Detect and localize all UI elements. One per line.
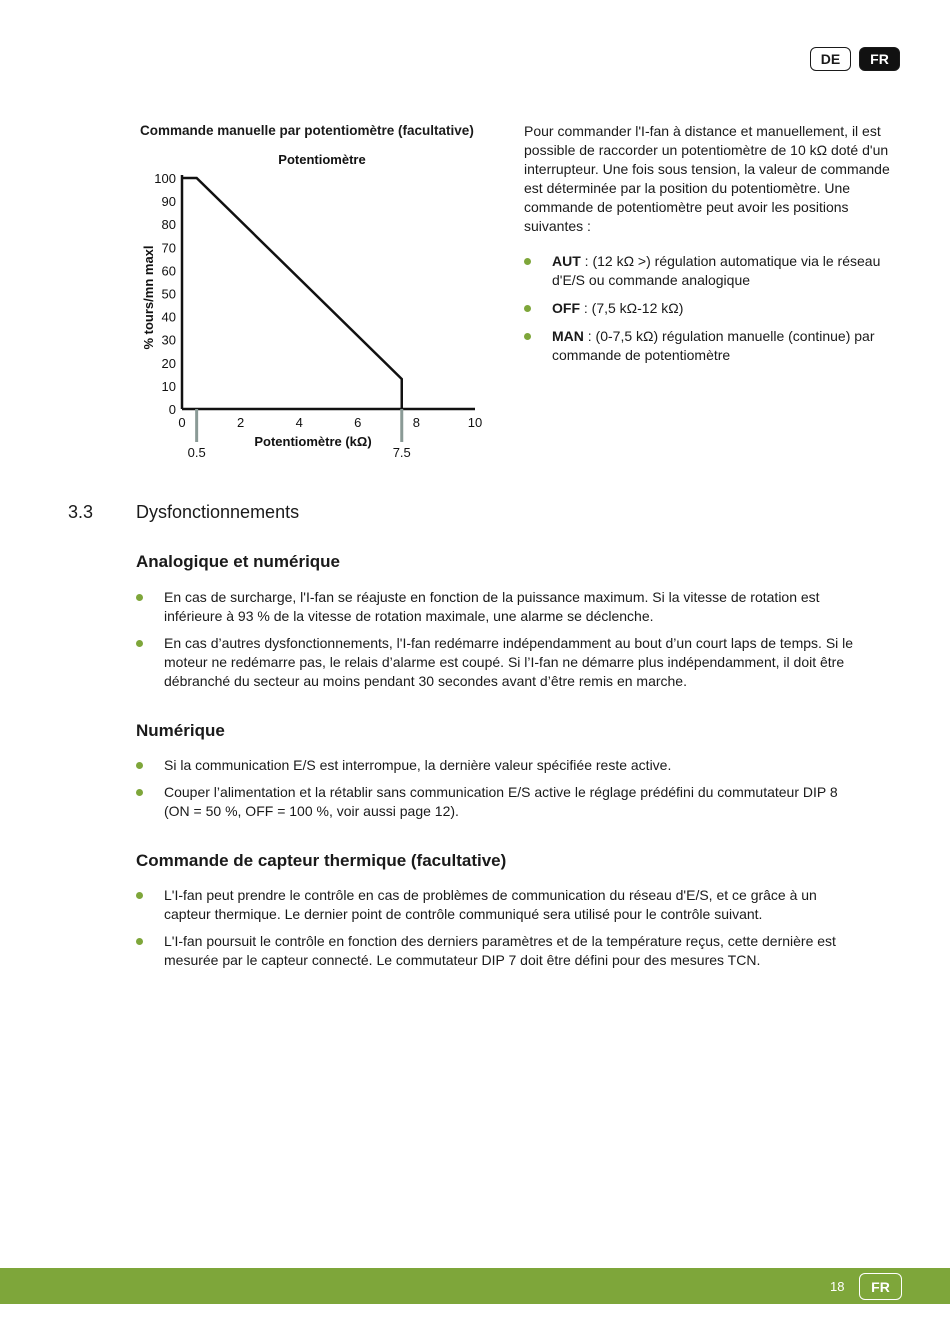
lang-fr-button[interactable]: FR (859, 47, 900, 71)
data-line (182, 178, 402, 409)
y-tick-label: 50 (161, 286, 176, 302)
x-tick-label: 10 (467, 415, 483, 430)
list-item-text: Couper l’alimentation et la rétablir sans communication E/S active le réglage prédéfini du commutateur DIP 8 (ON = 50 %, OFF = 100 %, voir aussi page 12). (164, 784, 838, 819)
intro-paragraph: Pour commander l'I-fan à distance et manuellement, il est possible de raccorder un potentiomètre de 10 kΩ doté d'un interrupteur. Une fois sous tension, la valeur de commande est déterminée par la position du potentiomètre. Une commande de potentiomètre peut avoir les positions suivantes : (524, 123, 890, 234)
y-tick-label: 0 (168, 402, 176, 417)
chart-section-title: Commande manuelle par potentiomètre (facultative) (140, 123, 474, 138)
bullet-icon (136, 892, 143, 899)
x-tick-label: 6 (354, 415, 362, 430)
list-item (136, 783, 866, 821)
y-tick-label: 40 (161, 309, 176, 325)
subsection-heading: Analogique et numérique (136, 552, 341, 571)
footer-bar (0, 1268, 950, 1304)
bullet-list (136, 886, 866, 978)
list-item (524, 299, 894, 318)
section-title: Dysfonctionnements (136, 502, 300, 522)
list-item-text: L'I-fan peut prendre le contrôle en cas de problèmes de communication du réseau d'E/S, et ce grâce à un capteur thermique. Le dernier point de contrôle communiqué sera utilisé pour le contrôle suivant. (164, 887, 817, 922)
x-tick-label: 8 (412, 415, 421, 430)
lang-de-button[interactable]: DE (810, 47, 851, 71)
position-label: OFF (552, 300, 580, 316)
bullet-list (136, 756, 866, 829)
y-tick-label: 10 (161, 378, 176, 394)
list-item-text: L'I-fan poursuit le contrôle en fonction des derniers paramètres et de la température reçus, cette dernière est mesurée par le capteur connecté. Le commutateur DIP 7 doit être défini pour des mesures TCN. (164, 933, 836, 968)
bullet-icon (136, 640, 143, 647)
bullet-icon (524, 258, 531, 265)
footer-lang-button[interactable]: FR (859, 1273, 902, 1300)
y-tick-label: 60 (161, 263, 176, 279)
list-item (524, 252, 894, 290)
y-tick-label: 90 (161, 194, 176, 210)
list-item (136, 634, 866, 691)
list-item-text: Si la communication E/S est interrompue, la dernière valeur spécifiée reste active. (164, 757, 672, 773)
section-number: 3.3 (68, 502, 94, 522)
list-item (136, 588, 866, 626)
list-item (524, 327, 894, 365)
bullet-icon (136, 762, 143, 769)
bullet-icon (524, 333, 531, 340)
position-text: : (12 kΩ >) régulation automatique via le réseau d'E/S ou commande analogique (552, 253, 881, 288)
list-item (136, 756, 866, 775)
list-item-text: En cas de surcharge, l'I-fan se réajuste en fonction de la puissance maximum. Si la vitesse de rotation est inférieure à 93 % de la vitesse de rotation maximale, une alarme se déclenche. (164, 589, 820, 624)
position-list (524, 252, 894, 374)
list-item-text: En cas d’autres dysfonctionnements, l'I-fan redémarre indépendamment au bout d’un court laps de temps. Si le moteur ne redémarre pas, le relais d’alarme est coupé. Si l’I-fan ne démarre plus indépendamment, il doit être débranché du secteur au moins pendant 30 secondes avant d’être remis en marche. (164, 635, 854, 689)
x-axis-label: Potentiomètre (kΩ) (254, 434, 372, 449)
y-axis-label: % tours/mn maxl (141, 245, 156, 350)
potentiometer-chart (135, 145, 495, 465)
bullet-list (136, 588, 866, 699)
y-tick-label: 30 (161, 332, 176, 348)
bullet-icon (136, 789, 143, 796)
y-tick-label: 80 (161, 217, 176, 233)
page-number: 18 (830, 1279, 845, 1294)
position-text: : (7,5 kΩ-12 kΩ) (580, 300, 684, 316)
list-item (136, 886, 866, 924)
position-label: MAN (552, 328, 584, 344)
bullet-icon (524, 305, 531, 312)
y-tick-label: 70 (161, 240, 176, 256)
bullet-icon (136, 938, 143, 945)
x-tick-label: 4 (295, 415, 303, 430)
marker-label: 0.5 (187, 445, 206, 460)
list-item (136, 932, 866, 970)
y-tick-label: 100 (154, 171, 176, 186)
y-tick-label: 20 (161, 355, 176, 371)
chart-title: Potentiomètre (278, 152, 366, 167)
x-tick-label: 2 (236, 415, 245, 430)
bullet-icon (136, 594, 143, 601)
position-label: AUT (552, 253, 581, 269)
subsection-heading: Numérique (136, 721, 225, 740)
marker-label: 7.5 (392, 445, 411, 460)
position-text: : (0-7,5 kΩ) régulation manuelle (continue) par commande de potentiomètre (552, 328, 875, 363)
x-tick-label: 0 (178, 415, 186, 430)
subsection-heading: Commande de capteur thermique (facultative) (136, 851, 507, 870)
